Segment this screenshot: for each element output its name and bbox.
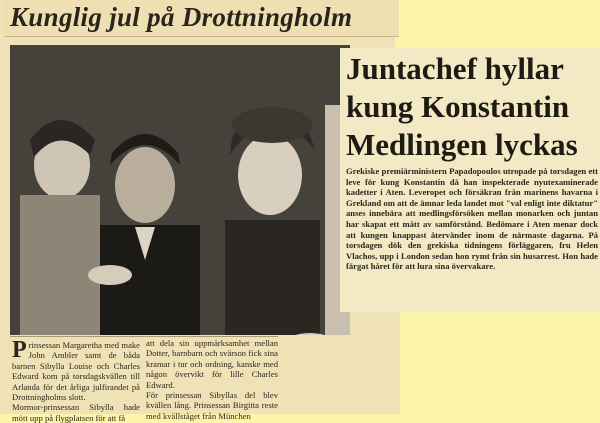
caption-more: Mormor-prinsessan Sibylla hade mött upp på flygplatsen för att få: [12, 402, 140, 423]
caption-dropcap: P: [12, 337, 27, 363]
news-photo: [10, 45, 350, 335]
photo-illustration: [10, 45, 350, 335]
photo-caption-continued: [146, 338, 278, 421]
photo-caption: [12, 337, 140, 423]
headline-bar: [4, 0, 399, 37]
background-top-right: [395, 0, 600, 48]
page-title: Kunglig jul på Drottningholm: [10, 2, 353, 32]
article-body: Grekiske premiärministern Papadopoulos utropade på torsdagen ett leve för kung Konstantin då han inspekterade nyutexaminerade kadetter i Aten. Leveropet och försäkran från marinens havarna i Grekland om att de ämnar leda landet mot "val enligt inte diktatur" anses innebära att medlingsförsöken mellan monarken och juntan har skapat ett mått av samförstånd. Bedömare i Aten menar dock att kungen knappast återvänder inom de närmaste dagarna. På torsdagen dök den grekiska tidningens förläggaren, fru Helen Vlachos, upp i London sedan hon rymt från sin husarrest. Hon hade färgat håret för att lura sina övervakare.: [346, 166, 598, 272]
background-bottom-right: [400, 312, 600, 414]
caption2-more: För prinsessan Sibyllas del blev kvällen lång. Prinsessan Birgitta reste med kvällståget från München: [146, 390, 278, 421]
caption-divider: [10, 336, 278, 337]
right-article: [340, 48, 600, 312]
man-face: [115, 147, 175, 223]
woman-face: [238, 135, 302, 215]
article-title-line-3: Medlingen lyckas: [346, 127, 578, 162]
caption-text: rinsessan Margaretha med make John Ambler samt de båda barnen Sibylla Louise och Charles Edward kom på torsdagskvällen till Arlanda för det årliga julfirandet på Drottningholms slott.: [12, 340, 140, 403]
caption2-text: att dela sin uppmärksamhet mellan Dotter, barnbarn och svärson fick sina kramar i tur och ordning, kanske med någon övervikt för lille Charles Edward.: [146, 338, 278, 390]
article-title-line-1: Juntachef hyllar: [346, 51, 564, 86]
article-title-line-2: kung Konstantin: [346, 89, 570, 124]
